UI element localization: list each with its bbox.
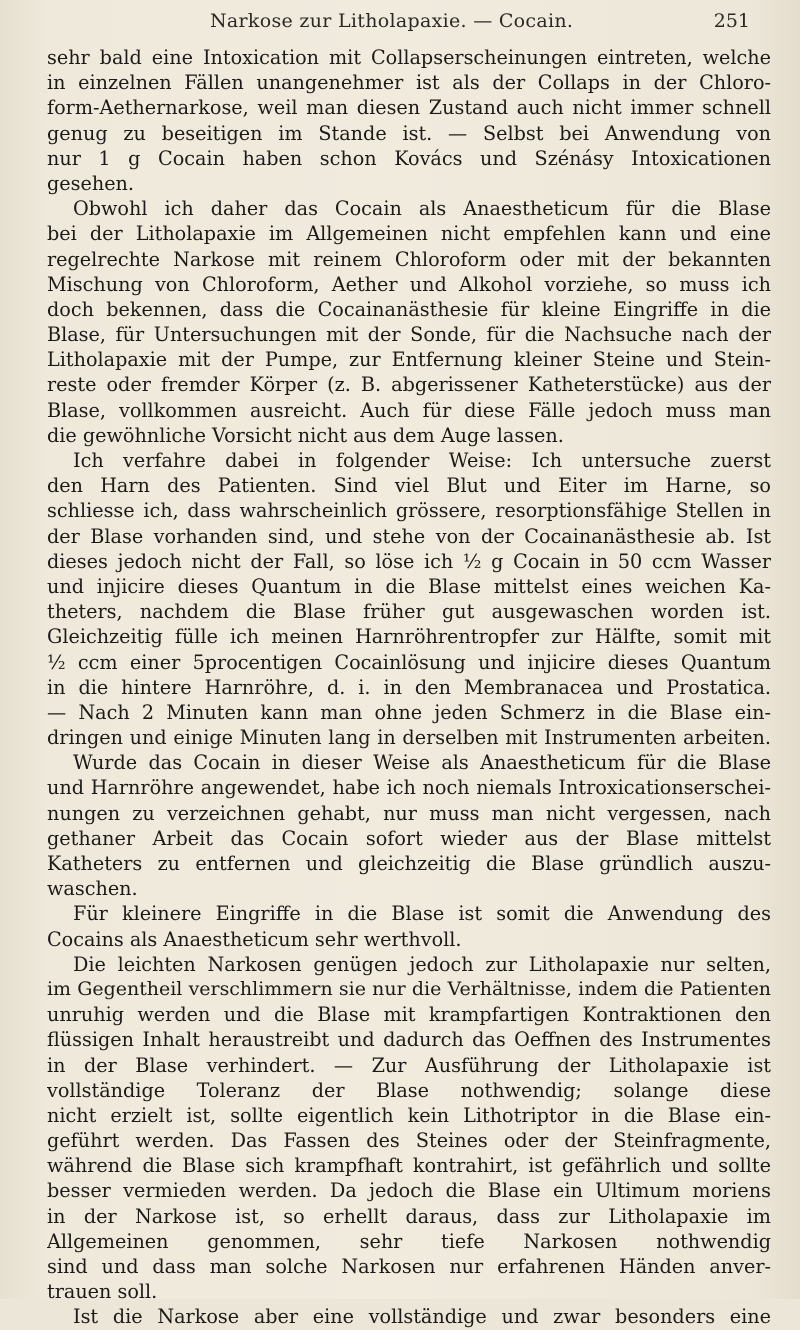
text-line: ½ ccm einer 5procentigen Cocainlösung und injicire dieses Quantum: [47, 650, 771, 674]
text-line: dringen und einige Minuten lang in derselben mit Instrumenten arbeiten.: [47, 726, 771, 750]
text-line: trauen soll.: [47, 1280, 158, 1304]
text-line: Mischung von Chloroform, Aether und Alkohol vorziehe, so muss ich: [47, 272, 771, 296]
text-line: im Gegentheil verschlimmern sie nur die Verhältnisse, indem die Patienten: [47, 977, 771, 1000]
text-line: geführt werden. Das Fassen des Steines oder der Steinfragmente,: [47, 1129, 771, 1153]
text-line: flüssigen Inhalt heraustreibt und dadurch das Oeffnen des Instrumentes: [47, 1028, 771, 1052]
text-line: reste oder fremder Körper (z. B. abgerissener Katheterstücke) aus der: [47, 373, 771, 397]
text-line: Obwohl ich daher das Cocain als Anaestheticum für die Blase: [73, 197, 771, 221]
text-line: Gleichzeitig fülle ich meinen Harnröhrentropfer zur Hälfte, somit mit: [47, 625, 771, 649]
text-line: theters, nachdem die Blase früher gut ausgewaschen worden ist.: [47, 600, 771, 624]
text-line: waschen.: [47, 877, 138, 901]
text-line: regelrechte Narkose mit reinem Chloroform oder mit der bekannten: [47, 247, 771, 271]
text-line: form-Aethernarkose, weil man diesen Zustand auch nicht immer schnell: [47, 96, 771, 120]
text-line: Litholapaxie mit der Pumpe, zur Entfernung kleiner Steine und Stein-: [47, 348, 771, 372]
text-line: in einzelnen Fällen unangenehmer ist als der Collaps in der Chloro-: [47, 71, 771, 95]
text-line: bei der Litholapaxie im Allgemeinen nicht empfehlen kann und eine: [47, 222, 771, 246]
text-line: sehr bald eine Intoxication mit Collapserscheinungen eintreten, welche: [47, 46, 771, 69]
text-line: besser vermieden werden. Da jedoch die Blase ein Ultimum moriens: [47, 1179, 771, 1203]
text-line: genug zu beseitigen im Stande ist. — Selbst bei Anwendung von: [47, 121, 771, 145]
text-line: unruhig werden und die Blase mit krampfartigen Kontraktionen den: [47, 1003, 771, 1027]
text-line: Ist die Narkose aber eine vollständige und zwar besonders eine: [73, 1305, 771, 1329]
page-number: 251: [713, 10, 750, 32]
body-text: [47, 45, 771, 1330]
text-line: Wurde das Cocain in dieser Weise als Anaestheticum für die Blase: [73, 751, 771, 775]
text-line: nicht erzielt ist, sollte eigentlich kein Lithotriptor in die Blase ein-: [47, 1103, 771, 1127]
text-line: Blase, für Untersuchungen mit der Sonde, für die Nachsuche nach der: [47, 323, 771, 347]
text-line: und Harnröhre angewendet, habe ich noch niemals Introxicationserschei-: [47, 776, 771, 800]
text-line: nur 1 g Cocain haben schon Kovács und Szénásy Intoxicationen: [47, 146, 771, 170]
text-line: doch bekennen, dass die Cocainanästhesie für kleine Eingriffe in die: [47, 297, 771, 321]
text-line: während die Blase sich krampfhaft kontrahirt, ist gefährlich und sollte: [47, 1154, 771, 1178]
running-title: Narkose zur Litholapaxie. — Cocain.: [210, 10, 574, 32]
text-line: den Harn des Patienten. Sind viel Blut und Eiter im Harne, so: [47, 474, 771, 498]
text-line: schliesse ich, dass wahrscheinlich grössere, resorptionsfähige Stellen in: [47, 499, 771, 523]
text-line: und injicire dieses Quantum in die Blase mittelst eines weichen Ka-: [47, 574, 771, 598]
text-line: sind und dass man solche Narkosen nur erfahrenen Händen anver-: [47, 1255, 771, 1278]
text-line: der Blase vorhanden sind, und stehe von der Cocainanästhesie ab. Ist: [47, 524, 771, 548]
text-line: in der Blase verhindert. — Zur Ausführung der Litholapaxie ist: [47, 1053, 771, 1077]
text-line: in die hintere Harnröhre, d. i. in den Membranacea und Prostatica.: [47, 675, 771, 699]
text-line: — Nach 2 Minuten kann man ohne jeden Schmerz in die Blase ein-: [47, 700, 771, 724]
text-line: Cocains als Anaestheticum sehr werthvoll.: [47, 927, 462, 951]
text-line: Allgemeinen genommen, sehr tiefe Narkosen nothwendig: [47, 1229, 771, 1253]
text-line: gesehen.: [47, 171, 135, 195]
text-line: gethaner Arbeit das Cocain sofort wieder aus der Blase mittelst: [47, 826, 771, 850]
text-line: Für kleinere Eingriffe in die Blase ist somit die Anwendung des: [73, 902, 771, 926]
text-line: in der Narkose ist, so erhellt daraus, dass zur Litholapaxie im: [47, 1204, 771, 1228]
text-line: Die leichten Narkosen genügen jedoch zur Litholapaxie nur selten,: [73, 952, 771, 976]
text-line: vollständige Toleranz der Blase nothwendig; solange diese: [47, 1078, 771, 1102]
text-line: die gewöhnliche Vorsicht nicht aus dem Auge lassen.: [47, 423, 564, 447]
text-line: Ich verfahre dabei in folgender Weise: Ich untersuche zuerst: [73, 449, 771, 472]
text-line: dieses jedoch nicht der Fall, so löse ich ½ g Cocain in 50 ccm Wasser: [47, 549, 771, 573]
text-line: nungen zu verzeichnen gehabt, nur muss man nicht vergessen, nach: [47, 801, 771, 825]
running-head: [0, 10, 800, 40]
text-line: Katheters zu entfernen und gleichzeitig die Blase gründlich auszu-: [47, 852, 771, 875]
text-line: Blase, vollkommen ausreicht. Auch für diese Fälle jedoch muss man: [47, 398, 771, 422]
